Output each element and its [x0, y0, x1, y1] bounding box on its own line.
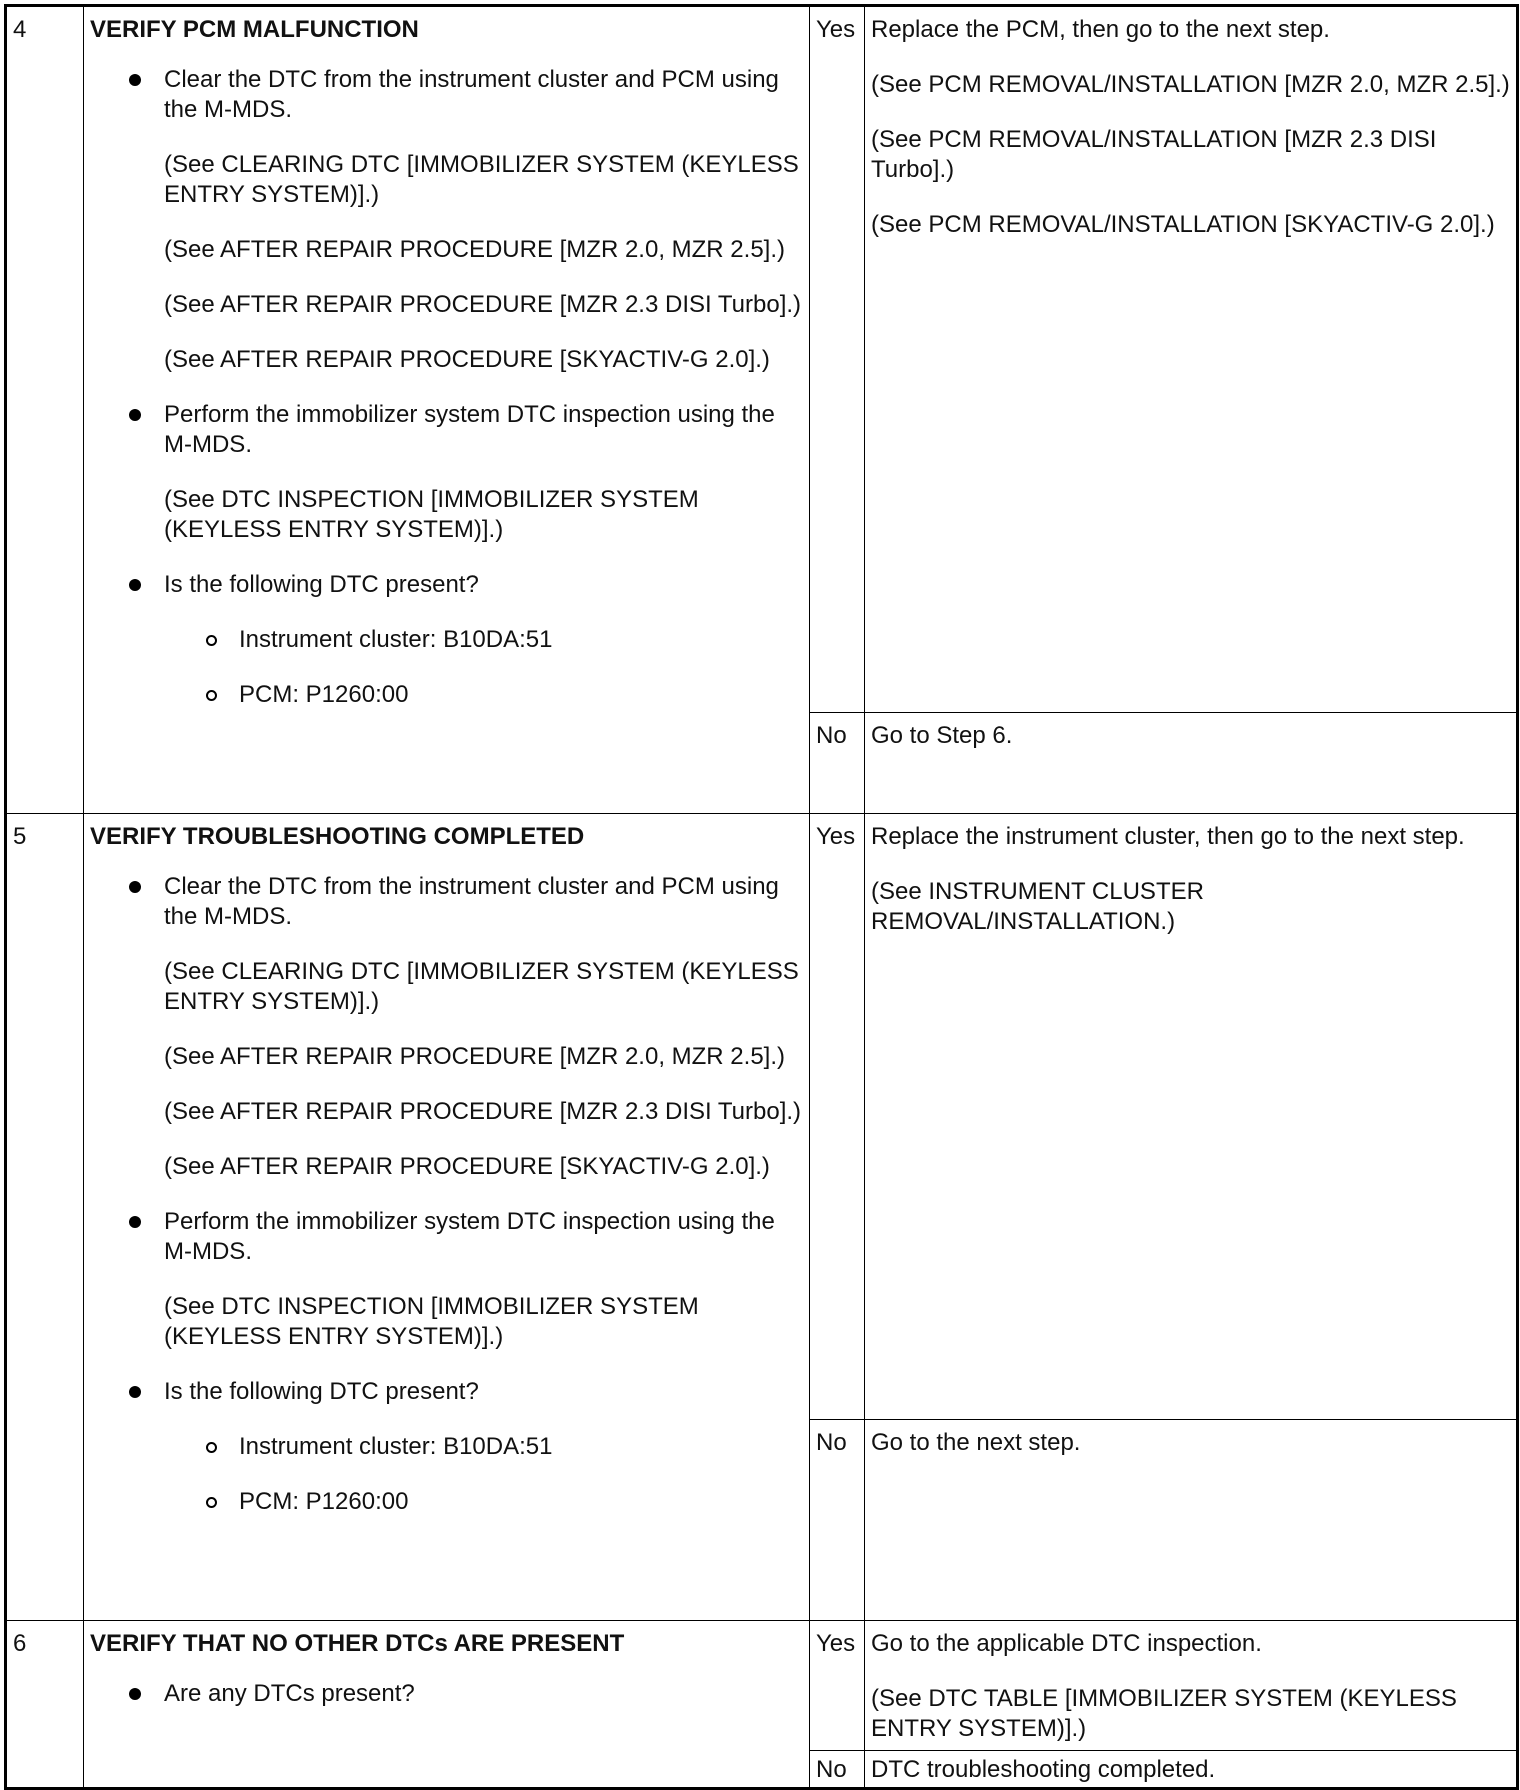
troubleshooting-table [4, 4, 1519, 1790]
circle-bullet-icon [206, 1497, 217, 1508]
yes-result-cell [865, 814, 1518, 1420]
result-text: Replace the PCM, then go to the next step. [871, 16, 1330, 43]
reference-link[interactable]: (See DTC INSPECTION [IMMOBILIZER SYSTEM (KEYLESS ENTRY SYSTEM)].) [164, 486, 699, 543]
circle-bullet-icon [206, 690, 217, 701]
yes-result-cell [865, 6, 1518, 713]
dtc-text: Instrument cluster: B10DA:51 [239, 1433, 553, 1460]
dtc-list [164, 1432, 803, 1517]
reference-link[interactable]: (See AFTER REPAIR PROCEDURE [MZR 2.0, MZR 2.5].) [164, 236, 785, 263]
action-text: Clear the DTC from the instrument cluster and PCM using the M-MDS. [164, 66, 779, 123]
step-row-4 [6, 6, 1518, 713]
dtc-item [239, 680, 803, 710]
action-list [90, 872, 803, 1517]
reference-link[interactable]: (See AFTER REPAIR PROCEDURE [MZR 2.3 DISI Turbo].) [164, 291, 802, 318]
dtc-item [239, 1487, 803, 1517]
dtc-item [239, 1432, 803, 1462]
action-text: Perform the immobilizer system DTC inspection using the M-MDS. [164, 1208, 775, 1265]
yes-result-cell [865, 1621, 1518, 1751]
bullet-icon [129, 1216, 141, 1228]
troubleshooting-page [4, 4, 1516, 1784]
step-number: 4 [6, 6, 84, 814]
step-title: VERIFY THAT NO OTHER DTCs ARE PRESENT [90, 1630, 625, 1657]
action-item [164, 400, 803, 545]
bullet-icon [129, 1688, 141, 1700]
action-cell [84, 814, 810, 1621]
step-title: VERIFY PCM MALFUNCTION [90, 16, 419, 43]
action-text: Perform the immobilizer system DTC inspection using the M-MDS. [164, 401, 775, 458]
bullet-icon [129, 409, 141, 421]
action-text: Are any DTCs present? [164, 1680, 415, 1707]
bullet-icon [129, 881, 141, 893]
action-list [90, 1679, 803, 1709]
dtc-text: PCM: P1260:00 [239, 681, 409, 708]
dtc-text: PCM: P1260:00 [239, 1488, 409, 1515]
action-text: Clear the DTC from the instrument cluster and PCM using the M-MDS. [164, 873, 779, 930]
reference-link[interactable]: (See DTC TABLE [IMMOBILIZER SYSTEM (KEYLESS ENTRY SYSTEM)].) [871, 1685, 1457, 1742]
result-text: Go to Step 6. [871, 722, 1013, 749]
circle-bullet-icon [206, 1442, 217, 1453]
reference-link[interactable]: (See PCM REMOVAL/INSTALLATION [MZR 2.0, MZR 2.5].) [871, 71, 1510, 98]
reference-link[interactable]: (See AFTER REPAIR PROCEDURE [MZR 2.0, MZR 2.5].) [164, 1043, 785, 1070]
step-row-6 [6, 1621, 1518, 1751]
step-number: 5 [6, 814, 84, 1621]
result-text: DTC troubleshooting completed. [871, 1756, 1216, 1783]
action-text: Is the following DTC present? [164, 571, 479, 598]
reference-link[interactable]: (See AFTER REPAIR PROCEDURE [SKYACTIV-G 2.0].) [164, 346, 770, 373]
dtc-text: Instrument cluster: B10DA:51 [239, 626, 553, 653]
reference-link[interactable]: (See PCM REMOVAL/INSTALLATION [SKYACTIV-G 2.0].) [871, 211, 1495, 238]
step-number: 6 [6, 1621, 84, 1789]
no-result-cell [865, 1751, 1518, 1789]
step-row-5 [6, 814, 1518, 1420]
bullet-icon [129, 579, 141, 591]
yes-label: Yes [810, 814, 865, 1420]
no-result-cell [865, 1420, 1518, 1621]
reference-link[interactable]: (See INSTRUMENT CLUSTER REMOVAL/INSTALLATION.) [871, 878, 1204, 935]
no-label: No [810, 713, 865, 814]
reference-link[interactable]: (See AFTER REPAIR PROCEDURE [MZR 2.3 DISI Turbo].) [164, 1098, 802, 1125]
result-text: Go to the applicable DTC inspection. [871, 1630, 1262, 1657]
action-list [90, 65, 803, 710]
yes-label: Yes [810, 6, 865, 713]
action-text: Is the following DTC present? [164, 1378, 479, 1405]
result-text: Go to the next step. [871, 1429, 1081, 1456]
action-item [164, 570, 803, 710]
reference-link[interactable]: (See PCM REMOVAL/INSTALLATION [MZR 2.3 DISI Turbo].) [871, 126, 1437, 183]
bullet-icon [129, 1386, 141, 1398]
reference-link[interactable]: (See AFTER REPAIR PROCEDURE [SKYACTIV-G 2.0].) [164, 1153, 770, 1180]
result-text: Replace the instrument cluster, then go to the next step. [871, 823, 1465, 850]
no-label: No [810, 1420, 865, 1621]
step-title: VERIFY TROUBLESHOOTING COMPLETED [90, 823, 585, 850]
dtc-list [164, 625, 803, 710]
reference-link[interactable]: (See DTC INSPECTION [IMMOBILIZER SYSTEM (KEYLESS ENTRY SYSTEM)].) [164, 1293, 699, 1350]
action-item [164, 1679, 803, 1709]
yes-label: Yes [810, 1621, 865, 1751]
reference-link[interactable]: (See CLEARING DTC [IMMOBILIZER SYSTEM (KEYLESS ENTRY SYSTEM)].) [164, 151, 799, 208]
action-cell [84, 6, 810, 814]
action-item [164, 872, 803, 1182]
reference-link[interactable]: (See CLEARING DTC [IMMOBILIZER SYSTEM (KEYLESS ENTRY SYSTEM)].) [164, 958, 799, 1015]
action-item [164, 1207, 803, 1352]
action-cell [84, 1621, 810, 1789]
no-result-cell [865, 713, 1518, 814]
bullet-icon [129, 74, 141, 86]
circle-bullet-icon [206, 635, 217, 646]
dtc-item [239, 625, 803, 655]
action-item [164, 1377, 803, 1517]
action-item [164, 65, 803, 375]
no-label: No [810, 1751, 865, 1789]
